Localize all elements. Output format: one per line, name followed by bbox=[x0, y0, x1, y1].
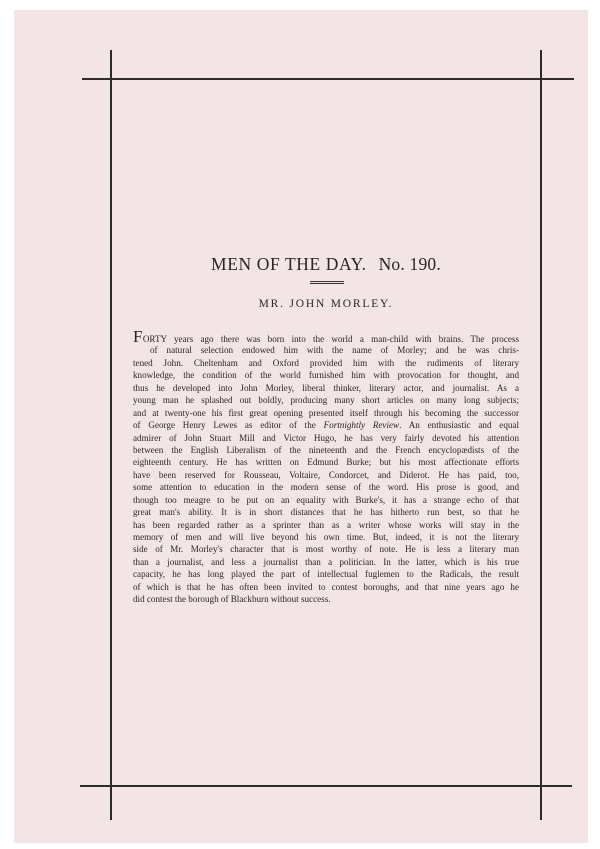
top-border-rule bbox=[82, 78, 574, 80]
page-title bbox=[114, 254, 538, 275]
article-line: knowledge, the condition of the world furnished him with provocation for thought, and bbox=[133, 370, 519, 381]
publication-title: Fortnightly Review bbox=[323, 420, 400, 431]
article-line: though too meagre to be put on an equality with Burke's, it has a strange echo of that bbox=[133, 494, 519, 505]
article-line bbox=[133, 419, 519, 431]
article-line: than a journalist, and less a journalist than a politician. In the latter, which is his true bbox=[133, 556, 519, 567]
left-border-rule bbox=[110, 50, 112, 820]
line-text: of George Henry Lewes as editor of the bbox=[133, 420, 324, 431]
article-line: admirer of John Stuart Mill and Victor Hugo, he has very fairly devoted his attention bbox=[133, 432, 519, 443]
article-line: some attention to education in the modern sense of the word. His prose is good, and bbox=[133, 482, 519, 493]
article-line: young man he splashed out boldly, producing many short articles on many long subjects; bbox=[133, 395, 519, 406]
page-sheet bbox=[14, 10, 588, 843]
article-line: capacity, he has long played the part of intellectual fuglemen to the Radicals, the result bbox=[133, 569, 519, 580]
article-line: and at twenty-one his first great opening presented itself through his becoming the successor bbox=[133, 407, 519, 418]
right-border-rule bbox=[540, 50, 542, 820]
article-line: of which is that he has often been invited to contest boroughs, and that nine years ago he bbox=[133, 581, 519, 592]
article-line: great man's ability. It is in short distances that he has hitherto run best, so that he bbox=[133, 507, 519, 518]
article-line: of natural selection endowed him with the name of Morley; and he was chris- bbox=[150, 345, 519, 356]
article-line: eighteenth century. He has written on Edmund Burke; but his most affectionate efforts bbox=[133, 457, 519, 468]
article-line: has been regarded rather as a sprinter than as a writer whose works will stay in the bbox=[133, 519, 519, 530]
article-line: memory of men and will live beyond his own time. But, indeed, it is not the literary bbox=[133, 532, 519, 542]
article-line: between the English Liberalism of the nineteenth and the French encyclopædists of the bbox=[133, 444, 519, 455]
line-text: . An enthusiastic and equal bbox=[399, 420, 519, 431]
article-line: side of Mr. Morley's character that is most worthy of note. He is less a literary man bbox=[133, 544, 519, 555]
article-body bbox=[133, 327, 519, 606]
title-divider bbox=[310, 281, 344, 284]
article-line: tened John. Cheltenham and Oxford provided him with the rudiments of literary bbox=[133, 357, 519, 368]
issue-number: No. 190. bbox=[378, 254, 441, 274]
bottom-border-rule bbox=[80, 785, 572, 787]
article-line: thus he developed into John Morley, liberal thinker, literary actor, and journalist. As a bbox=[133, 382, 519, 393]
article-subtitle: MR. JOHN MORLEY. bbox=[258, 298, 394, 310]
first-word-rest: ORTY bbox=[142, 334, 167, 344]
article-line: have been reserved for Rousseau, Voltaire, Condorcet, and Diderot. He has paid, too, bbox=[133, 469, 519, 480]
article-line bbox=[133, 327, 519, 346]
line-text: years ago there was born into the world a man-child with brains. The process bbox=[166, 334, 519, 344]
title-text: MEN OF THE DAY. bbox=[211, 254, 367, 274]
drop-cap: F bbox=[133, 327, 143, 346]
article-line: did contest the borough of Blackburn without success. bbox=[133, 594, 331, 605]
